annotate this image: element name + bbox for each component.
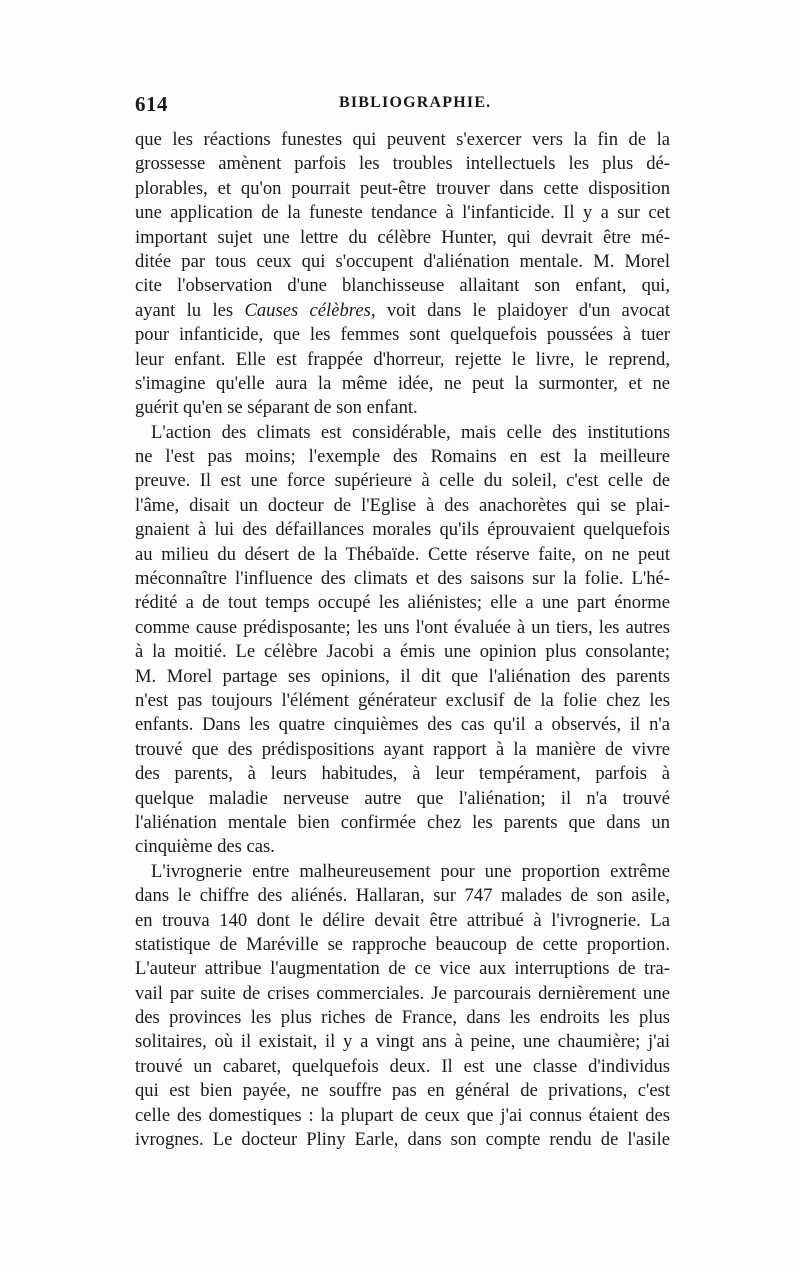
text-line: n'est pas toujours l'élément générateur exclusif de la folie chez les: [135, 689, 670, 711]
text-line: gnaient à lui des défaillances morales qu'ils éprouvaient quelquefois: [135, 519, 670, 541]
text-line: à la moitié. Le célèbre Jacobi a émis une opinion plus consolante;: [135, 641, 670, 663]
text-line: l'âme, disait un docteur de l'Eglise à des anachorètes qui se plai-: [135, 494, 670, 516]
text-line: plorables, et qu'on pourrait peut-être trouver dans cette disposition: [135, 177, 670, 199]
text-line: ditée par tous ceux qui s'occupent d'aliénation mentale. M. Morel: [135, 250, 670, 272]
text-line: en trouva 140 dont le délire devait être attribué à l'ivrognerie. La: [135, 909, 670, 931]
text-line: une application de la funeste tendance à l'infanticide. Il y a sur cet: [135, 202, 670, 224]
text-segment: ayant lu les: [135, 299, 245, 321]
text-line: trouvé que des prédispositions ayant rapport à la manière de vivre: [135, 738, 670, 760]
text-line: celle des domestiques : la plupart de ceux que j'ai connus étaient des: [135, 1104, 670, 1126]
text-line: méconnaître l'influence des climats et des saisons sur la folie. L'hé-: [135, 568, 670, 590]
text-line: L'ivrognerie entre malheureusement pour une proportion extrême: [151, 860, 670, 882]
text-line: des provinces les plus riches de France, dans les endroits les plus: [135, 1007, 670, 1029]
text-line: L'action des climats est considérable, mais celle des institutions: [151, 421, 670, 443]
text-line: solitaires, où il existait, il y a vingt ans à peine, une chaumière; j'ai: [135, 1031, 670, 1053]
section-title: BIBLIOGRAPHIE.: [339, 94, 492, 111]
text-line: ne l'est pas moins; l'exemple des Romains en est la meilleure: [135, 446, 670, 468]
text-line: guérit qu'en se séparant de son enfant.: [135, 397, 418, 419]
text-segment: , voit dans le plaidoyer d'un avocat: [370, 299, 671, 321]
text-line: L'auteur attribue l'augmentation de ce vice aux interruptions de tra-: [135, 958, 670, 980]
text-line: preuve. Il est une force supérieure à celle du soleil, c'est celle de: [135, 470, 670, 492]
text-line: grossesse amènent parfois les troubles intellectuels les plus dé-: [135, 153, 670, 175]
text-line: dans le chiffre des aliénés. Hallaran, sur 747 malades de son asile,: [135, 885, 670, 907]
text-line: quelque maladie nerveuse autre que l'aliénation; il n'a trouvé: [135, 787, 670, 809]
text-line: l'aliénation mentale bien confirmée chez les parents que dans un: [135, 811, 670, 833]
text-line: rédité a de tout temps occupé les aliénistes; elle a une part énorme: [135, 592, 670, 614]
text-line-with-italic: [135, 299, 670, 323]
text-line: cinquième des cas.: [135, 836, 275, 858]
text-line: leur enfant. Elle est frappée d'horreur, rejette le livre, le reprend,: [135, 348, 670, 370]
text-line: des parents, à leurs habitudes, à leur tempérament, parfois à: [135, 763, 670, 785]
text-line: cite l'observation d'une blanchisseuse allaitant son enfant, qui,: [135, 275, 670, 297]
text-line: ivrognes. Le docteur Pliny Earle, dans son compte rendu de l'asile: [135, 1129, 670, 1151]
text-line: important sujet une lettre du célèbre Hunter, qui devrait être mé-: [135, 226, 670, 248]
text-line: au milieu du désert de la Thébaïde. Cette réserve faite, on ne peut: [135, 543, 670, 565]
text-line: enfants. Dans les quatre cinquièmes des cas qu'il a observés, il n'a: [135, 714, 670, 736]
text-line: trouvé un cabaret, quelquefois deux. Il est une classe d'individus: [135, 1055, 670, 1077]
text-line: comme cause prédisposante; les uns l'ont évaluée à un tiers, les autres: [135, 616, 670, 638]
text-line: s'imagine qu'elle aura la même idée, ne peut la surmonter, et ne: [135, 372, 670, 394]
text-line: pour infanticide, que les femmes sont quelquefois poussées à tuer: [135, 324, 670, 346]
text-line: statistique de Maréville se rapproche beaucoup de cette proportion.: [135, 933, 670, 955]
body-text: [135, 128, 670, 1152]
text-line: vail par suite de crises commerciales. Je parcourais dernièrement une: [135, 982, 670, 1004]
text-line: que les réactions funestes qui peuvent s'exercer vers la fin de la: [135, 129, 670, 150]
page-number: 614: [135, 92, 168, 116]
italic-title: Causes célèbres: [244, 299, 371, 321]
running-head: [135, 92, 670, 118]
text-line: qui est bien payée, ne souffre pas en général de privations, c'est: [135, 1080, 670, 1102]
text-line: M. Morel partage ses opinions, il dit que l'aliénation des parents: [135, 665, 670, 687]
